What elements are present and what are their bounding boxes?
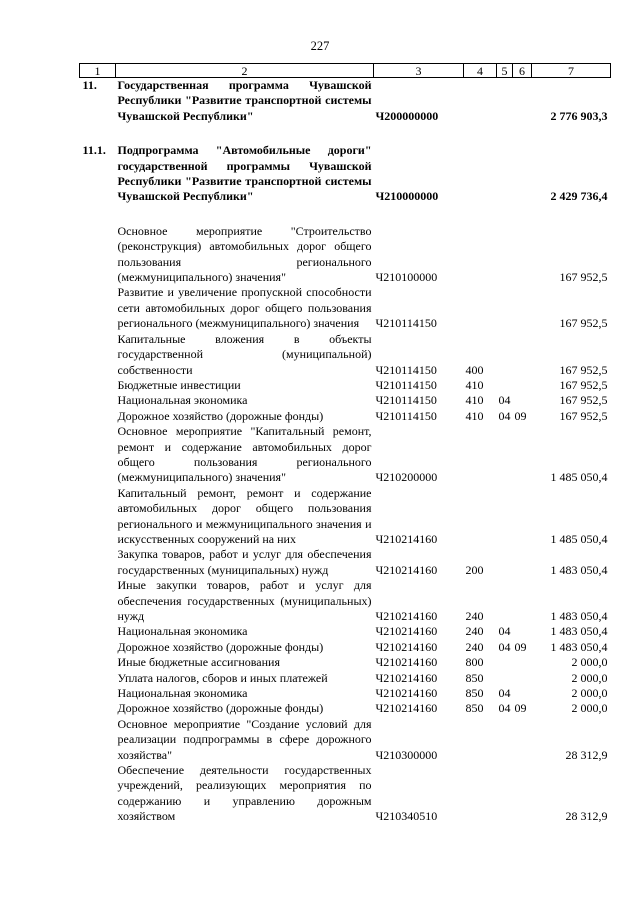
row-vr: 850	[465, 686, 484, 701]
table-row	[80, 378, 611, 393]
row-number: 11.	[82, 78, 97, 92]
row-spacer	[80, 205, 611, 224]
row-sum: 2 000,0	[571, 670, 608, 685]
row-sum: 1 483 050,4	[550, 609, 608, 623]
row-code: Ч210114150	[375, 362, 437, 377]
row-vr: 850	[465, 670, 484, 685]
row-code: Ч200000000	[375, 108, 439, 123]
table-row	[80, 763, 611, 825]
table-row	[80, 686, 611, 701]
row-pr	[513, 224, 532, 286]
row-rz	[497, 547, 513, 578]
row-sum: 1 483 050,4	[550, 624, 608, 639]
row-code: Ч210114150	[375, 393, 437, 408]
row-name: Уплата налогов, сборов и иных платежей	[117, 670, 328, 685]
row-vr: 800	[465, 655, 484, 670]
row-vr	[464, 78, 497, 125]
column-header: 5	[497, 64, 513, 78]
row-rz	[497, 671, 513, 686]
row-rz: 04	[498, 639, 511, 654]
row-name: Закупка товаров, работ и услуг для обеспечения государственных (муниципальных) нужд	[117, 547, 372, 577]
table-row	[80, 285, 611, 331]
row-rz	[497, 143, 513, 205]
column-header: 1	[80, 64, 116, 78]
row-rz: 04	[498, 408, 511, 423]
row-pr	[513, 624, 532, 639]
row-name: Национальная экономика	[117, 686, 248, 701]
row-rz	[497, 578, 513, 624]
spacer-cell	[80, 124, 611, 143]
row-rz: 04	[498, 393, 511, 408]
row-rz	[497, 224, 513, 286]
row-rz	[497, 285, 513, 331]
row-rz: 04	[498, 686, 511, 701]
row-number	[80, 763, 116, 825]
row-code: Ч210114150	[375, 377, 437, 392]
row-pr	[513, 671, 532, 686]
row-vr: 850	[465, 701, 484, 716]
row-vr	[464, 424, 497, 486]
row-name: Государственная программа Чувашской Республики "Развитие транспортной системы Чувашской Республики"	[117, 78, 372, 123]
table-row	[80, 409, 611, 424]
row-sum: 167 952,5	[559, 393, 608, 408]
budget-table	[79, 63, 611, 825]
row-code: Ч210214160	[375, 639, 438, 654]
table-row	[80, 78, 611, 125]
row-pr	[513, 655, 532, 670]
table-row	[80, 486, 611, 548]
row-sum: 1 483 050,4	[550, 562, 608, 577]
row-sum: 2 429 736,4	[550, 189, 608, 204]
table-row	[80, 547, 611, 578]
row-code: Ч210214160	[375, 655, 438, 670]
row-vr	[464, 143, 497, 205]
row-sum: 1 485 050,4	[550, 470, 608, 485]
row-pr	[513, 393, 532, 408]
row-pr	[513, 686, 532, 701]
row-sum: 2 000,0	[571, 655, 608, 670]
row-pr	[513, 378, 532, 393]
row-number	[80, 424, 116, 486]
row-vr	[464, 717, 497, 763]
row-pr	[513, 486, 532, 548]
row-sum: 2 000,0	[571, 701, 608, 716]
row-name: Капитальный ремонт, ремонт и содержание автомобильных дорог общего пользования регионального и межмуниципального значения и искусственных сооружений на них	[117, 485, 372, 546]
row-name: Основное мероприятие "Создание условий для реализации подпрограммы в сфере дорожного хозяйства"	[117, 716, 372, 762]
row-code: Ч210200000	[375, 470, 438, 485]
row-number	[80, 224, 116, 286]
table-row	[80, 143, 611, 205]
table-row	[80, 640, 611, 655]
row-sum: 2 000,0	[571, 686, 608, 701]
row-code: Ч210300000	[375, 747, 438, 762]
row-name: Бюджетные инвестиции	[117, 377, 241, 392]
row-pr	[513, 763, 532, 825]
column-header: 3	[374, 64, 464, 78]
row-number	[80, 578, 116, 624]
row-sum: 28 312,9	[565, 809, 608, 824]
table-row	[80, 393, 611, 408]
row-pr: 09	[514, 408, 527, 423]
row-code: Ч210214160	[375, 531, 438, 546]
row-rz	[497, 424, 513, 486]
row-name: Иные закупки товаров, работ и услуг для обеспечения государственных (муниципальных) нужд	[117, 578, 372, 623]
row-number	[80, 378, 116, 393]
row-vr: 410	[465, 393, 484, 408]
row-number	[80, 671, 116, 686]
row-vr: 240	[465, 639, 484, 654]
row-rz	[497, 78, 513, 125]
row-number	[80, 624, 116, 639]
row-sum: 2 776 903,3	[550, 108, 608, 123]
row-rz: 04	[498, 624, 511, 639]
row-vr	[464, 486, 497, 548]
row-number	[80, 486, 116, 548]
row-sum: 1 483 050,4	[550, 639, 608, 654]
row-pr	[513, 78, 532, 125]
row-code: Ч210214160	[375, 701, 438, 716]
row-name: Дорожное хозяйство (дорожные фонды)	[117, 408, 324, 423]
table-row	[80, 624, 611, 639]
row-sum: 167 952,5	[559, 316, 608, 331]
row-number	[80, 409, 116, 424]
row-pr	[513, 578, 532, 624]
column-header: 6	[513, 64, 532, 78]
row-name: Дорожное хозяйство (дорожные фонды)	[117, 639, 324, 654]
row-number	[80, 701, 116, 716]
row-name: Иные бюджетные ассигнования	[117, 655, 280, 670]
row-number: 11.1.	[82, 143, 106, 158]
table-row	[80, 224, 611, 286]
row-name: Основное мероприятие "Строительство (реконструкция) автомобильных дорог общего пользования регионального (межмуниципального) значения"	[117, 223, 372, 285]
row-code: Ч210214160	[375, 624, 438, 639]
row-name: Национальная экономика	[117, 393, 248, 408]
row-number	[80, 547, 116, 578]
row-pr	[513, 143, 532, 205]
row-vr: 200	[465, 562, 484, 577]
row-code: Ч210114150	[375, 408, 437, 423]
row-sum: 28 312,9	[565, 747, 608, 762]
row-code: Ч210000000	[375, 189, 439, 204]
row-name: Капитальные вложения в объекты государственной (муниципальной) собственности	[117, 331, 372, 377]
row-rz	[497, 717, 513, 763]
row-name: Национальная экономика	[117, 624, 248, 639]
row-code: Ч210214160	[375, 686, 438, 701]
row-vr: 400	[465, 362, 484, 377]
column-header: 7	[532, 64, 611, 78]
table-row	[80, 655, 611, 670]
row-rz	[497, 763, 513, 825]
row-sum: 167 952,5	[559, 377, 608, 392]
table-row	[80, 332, 611, 378]
row-vr	[464, 224, 497, 286]
row-code: Ч210214160	[375, 609, 438, 623]
row-number	[80, 285, 116, 331]
row-rz	[497, 655, 513, 670]
row-name: Подпрограмма "Автомобильные дороги" государственной программы Чувашской Республики "Развитие транспортной системы Чувашской Республики"	[117, 143, 372, 204]
row-pr: 09	[514, 639, 527, 654]
row-sum: 1 485 050,4	[550, 531, 608, 546]
row-pr: 09	[514, 701, 527, 716]
row-number	[80, 640, 116, 655]
row-vr	[464, 763, 497, 825]
table-row	[80, 717, 611, 763]
row-rz	[497, 332, 513, 378]
row-sum: 167 952,5	[559, 408, 608, 423]
row-vr: 410	[465, 377, 484, 392]
row-number	[80, 717, 116, 763]
row-spacer	[80, 124, 611, 143]
row-pr	[513, 547, 532, 578]
row-vr: 240	[465, 609, 484, 623]
row-number	[80, 332, 116, 378]
row-pr	[513, 332, 532, 378]
row-sum: 167 952,5	[559, 270, 608, 285]
table-row	[80, 424, 611, 486]
row-code: Ч210340510	[375, 809, 438, 824]
row-pr	[513, 717, 532, 763]
row-number	[80, 655, 116, 670]
row-rz	[497, 378, 513, 393]
table-header-row	[80, 64, 611, 78]
table-row	[80, 578, 611, 624]
table-row	[80, 701, 611, 716]
row-sum: 167 952,5	[559, 362, 608, 377]
page-number: 227	[310, 39, 330, 53]
row-name: Дорожное хозяйство (дорожные фонды)	[117, 701, 324, 716]
row-number	[80, 686, 116, 701]
row-rz	[497, 486, 513, 548]
column-header: 4	[464, 64, 497, 78]
row-name: Основное мероприятие "Капитальный ремонт, ремонт и содержание автомобильных дорог общего пользования регионального (межмуниципального) значения"	[117, 424, 372, 485]
row-vr: 410	[465, 408, 484, 423]
row-code: Ч210100000	[375, 270, 438, 285]
row-vr: 240	[465, 624, 484, 639]
row-number	[80, 393, 116, 408]
column-header: 2	[116, 64, 374, 78]
row-pr	[513, 424, 532, 486]
row-code: Ч210114150	[375, 316, 437, 331]
spacer-cell	[80, 205, 611, 224]
row-name: Обеспечение деятельности государственных учреждений, реализующих мероприятия по содержанию и управлению дорожным хозяйством	[117, 763, 372, 824]
row-vr	[464, 285, 497, 331]
row-pr	[513, 285, 532, 331]
row-rz: 04	[498, 701, 511, 716]
row-code: Ч210214160	[375, 562, 438, 577]
row-code: Ч210214160	[375, 670, 438, 685]
row-name: Развитие и увеличение пропускной способности сети автомобильных дорог общего пользования регионального (межмуниципального) значения	[117, 285, 372, 331]
table-row	[80, 671, 611, 686]
